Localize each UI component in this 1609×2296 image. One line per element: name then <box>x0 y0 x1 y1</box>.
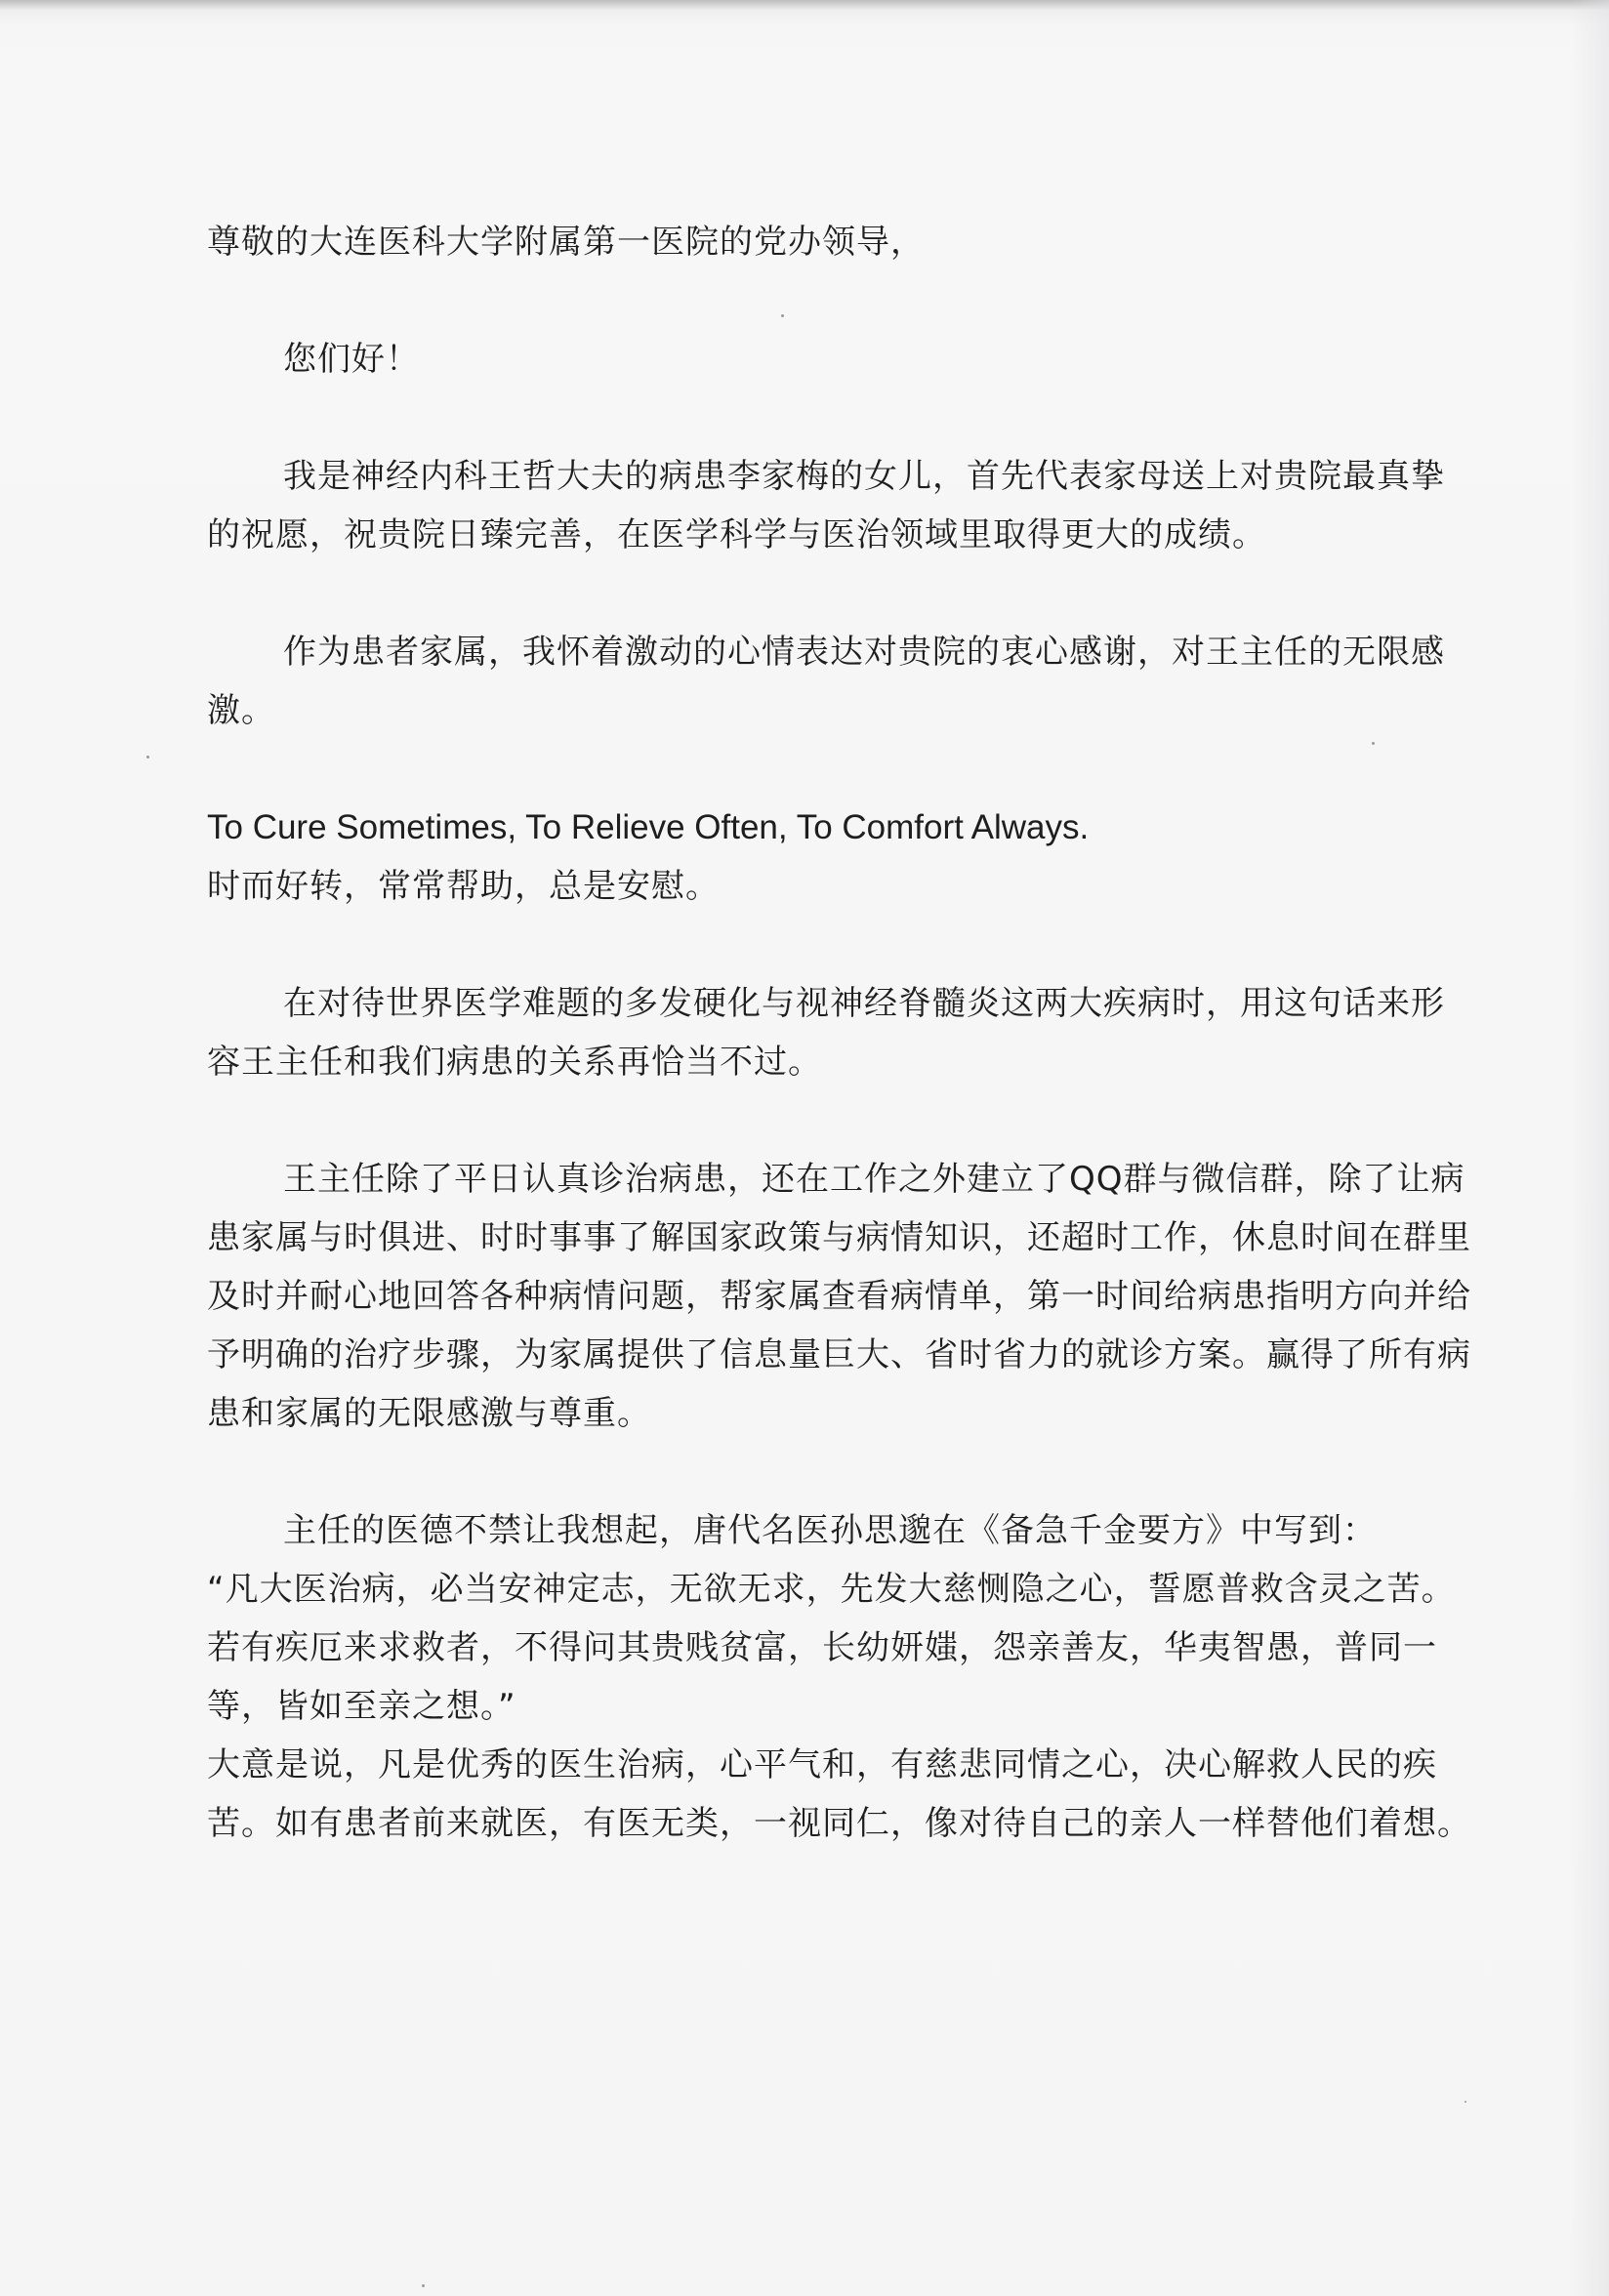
motto-english: To Cure Sometimes, To Relieve Often, To Comfort Always. <box>207 808 1090 846</box>
letter-body <box>207 213 1476 1853</box>
scan-speck <box>422 2284 425 2287</box>
scan-speck <box>1372 742 1375 745</box>
greeting: 您们好！ <box>283 340 420 379</box>
classical-quote: “凡大医治病，必当安神定志，无欲无求，先发大慈恻隐之心，誓愿普救含灵之苦。若有疾厄来求救者，不得问其贵贱贫富，长幼妍媸，怨亲善友，华夷智愚，普同一等，皆如至亲之想。” <box>207 1570 1456 1726</box>
scan-speck <box>781 314 784 317</box>
paragraph-disease: 在对待世界医学难题的多发硬化与视神经脊髓炎这两大疾病时，用这句话来形容王主任和我们病患的关系再恰当不过。 <box>207 984 1445 1082</box>
salutation: 尊敬的大连医科大学附属第一医院的党办领导， <box>207 223 925 262</box>
scan-right-shadow <box>1570 0 1609 2296</box>
paragraph-service: 王主任除了平日认真诊治病患，还在工作之外建立了QQ群与微信群，除了让病患家属与时俱进、时时事事了解国家政策与病情知识，还超时工作，休息时间在群里及时并耐心地回答各种病情问题，帮家属查看病情单，第一时间给病患指明方向并给予明确的治疗步骤，为家属提供了信息量巨大、省时省力的就诊方案。赢得了所有病患和家属的无限感激与尊重。 <box>207 1160 1471 1433</box>
paragraph-quote-intro: 主任的医德不禁让我想起，唐代名医孙思邈在《备急千金要方》中写到： <box>283 1511 1377 1550</box>
scan-top-shadow <box>0 0 1609 10</box>
scan-speck <box>146 756 149 758</box>
scan-speck <box>1465 2101 1466 2103</box>
motto-chinese: 时而好转，常常帮助，总是安慰。 <box>207 867 720 906</box>
paragraph-thanks: 作为患者家属，我怀着激动的心情表达对贵院的衷心感谢，对王主任的无限感激。 <box>207 633 1445 730</box>
quote-explanation: 大意是说，凡是优秀的医生治病，心平气和，有慈悲同情之心，决心解救人民的疾苦。如有患者前来就医，有医无类，一视同仁，像对待自己的亲人一样替他们着想。 <box>207 1745 1471 1843</box>
paragraph-intro: 我是神经内科王哲大夫的病患李家梅的女儿，首先代表家母送上对贵院最真挚的祝愿，祝贵院日臻完善，在医学科学与医治领域里取得更大的成绩。 <box>207 457 1445 554</box>
